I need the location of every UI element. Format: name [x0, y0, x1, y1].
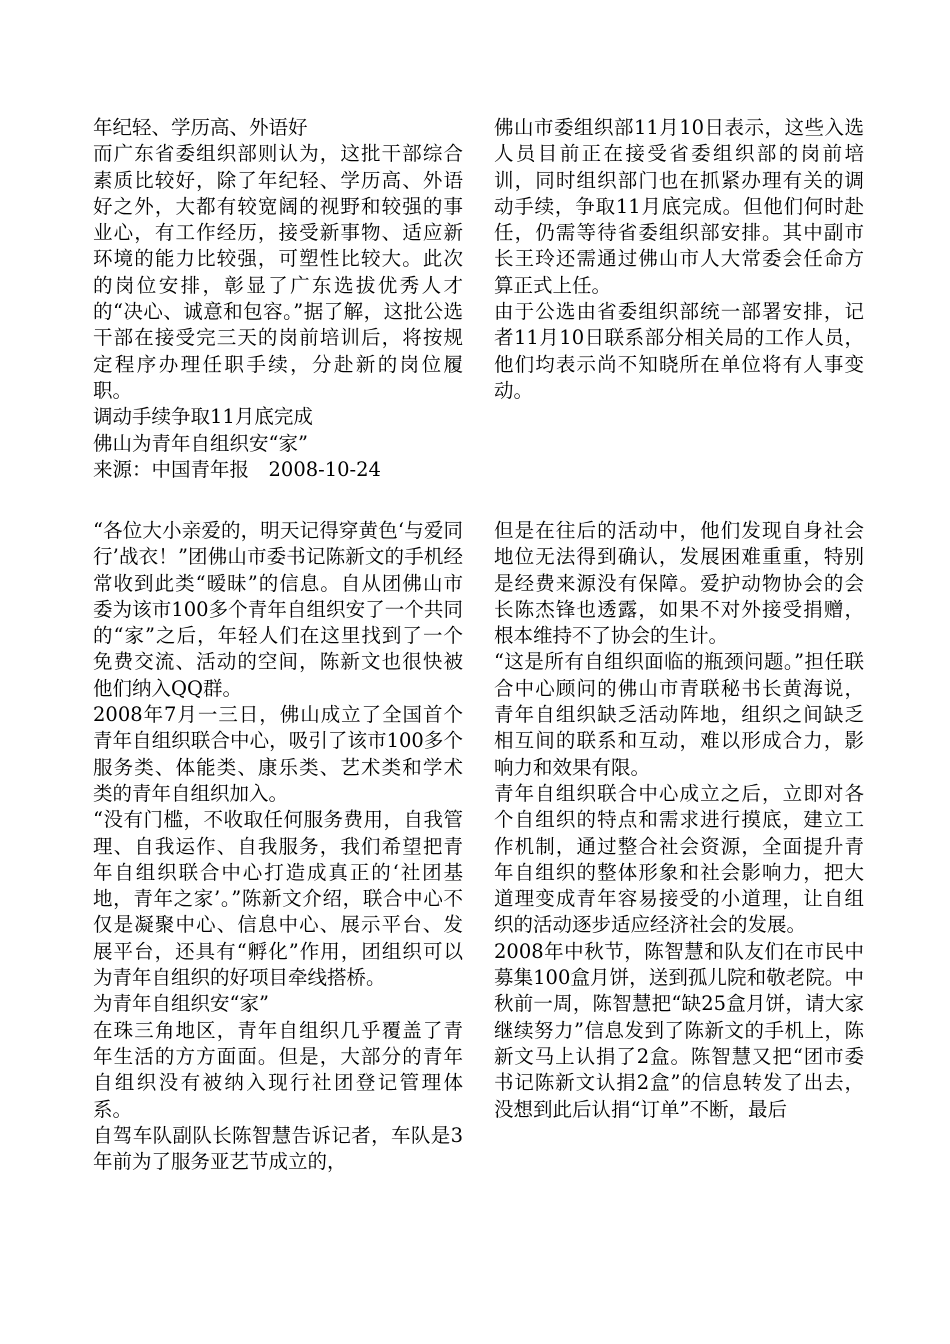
top-left-column: [93, 115, 463, 483]
paragraph: 由于公选由省委组织部统一部署安排，记者11月10日联系部分相关局的工作人员，他们均表示尚不知晓所在单位将有人事变动。: [494, 300, 864, 402]
paragraph: 2008年中秋节，陈智慧和队友们在市民中募集100盒月饼，送到孤儿院和敬老院。中秋前一周，陈智慧把“缺25盒月饼，请大家继续努力”信息发到了陈新文的手机上，陈新文马上认捐了2盒。陈智慧又把“团市委书记陈新文认捐2盒”的信息转发了出去，没想到此后认捐“订单”不断，最后: [494, 939, 864, 1121]
paragraph: “没有门槛，不收取任何服务费用，自我管理、自我运作、自我服务，我们希望把青年自组织联合中心打造成真正的‘社团基地，青年之家’。”陈新文介绍，联合中心不仅是凝聚中心、信息中心、展示平台、发展平台，还具有“孵化”作用，团组织可以为青年自组织的好项目牵线搭桥。: [93, 808, 463, 990]
paragraph: 佛山市委组织部11月10日表示，这些入选人员目前正在接受省委组织部的岗前培训，同时组织部门也在抓紧办理有关的调动手续，争取11月底完成。但他们何时赴任，仍需等待省委组织部安排。其中副市长王玲还需通过佛山市人大常委会任命方算正式上任。: [494, 116, 864, 297]
subheading-young-educated: 年纪轻、学历高、外语好: [93, 116, 308, 139]
paragraph: 2008年7月一三日，佛山成立了全国首个青年自组织联合中心，吸引了该市100多个服务类、体能类、康乐类、艺术类和学术类的青年自组织加入。: [93, 703, 463, 805]
source-line: 来源：中国青年报 2008-10-24: [93, 457, 381, 481]
paragraph: “这是所有自组织面临的瓶颈问题。”担任联合中心顾问的佛山市青联秘书长黄海说，青年自组织缺乏活动阵地，组织之间缺乏相互间的联系和互动，难以形成合力，影响力和效果有限。: [494, 650, 864, 779]
paragraph: “各位大小亲爱的，明天记得穿黄色‘与爱同行’战衣！”团佛山市委书记陈新文的手机经常收到此类“暧昧”的信息。自从团佛山市委为该市100多个青年自组织安了一个共同的“家”之后，年轻人们在这里找到了一个免费交流、活动的空间，陈新文也很快被他们纳入QQ群。: [93, 519, 463, 700]
paragraph: 青年自组织联合中心成立之后，立即对各个自组织的特点和需求进行摸底，建立工作机制，通过整合社会资源，全面提升青年自组织的整体形象和社会影响力，把大道理变成青年容易接受的小道理，让自组织的活动逐步适应经济社会的发展。: [494, 781, 864, 937]
paragraph: 但是在往后的活动中，他们发现自身社会地位无法得到确认，发展困难重重，特别是经费来源没有保障。爱护动物协会的会长陈杰锋也透露，如果不对外接受捐赠，根本维持不了协会的生计。: [494, 519, 864, 648]
paragraph: 而广东省委组织部则认为，这批干部综合素质比较好，除了年纪轻、学历高、外语好之外，大都有较宽阔的视野和较强的事业心，有工作经历，接受新事物、适应新环境的能力比较强，可塑性比较大。此次的岗位安排，彰显了广东选拔优秀人才的“决心、诚意和包容。”据了解，这批公选干部在接受完三天的岗前培训后，将按规定程序办理任职手续，分赴新的岗位履职。: [93, 142, 463, 402]
bottom-left-column: [93, 518, 463, 1175]
top-right-column: [494, 115, 864, 404]
headline-transfer-deadline: 调动手续争取11月底完成: [93, 405, 313, 429]
paragraph: 自驾车队副队长陈智慧告诉记者，车队是3年前为了服务亚艺节成立的，: [93, 1123, 463, 1174]
paragraph: 在珠三角地区，青年自组织几乎覆盖了青年生活的方方面面。但是，大部分的青年自组织没有被纳入现行社团登记管理体系。: [93, 1018, 463, 1121]
bottom-right-column: [494, 518, 864, 1123]
subheading-youth-home: 为青年自组织安“家”: [93, 992, 269, 1016]
headline-foshan-youth-home: 佛山为青年自组织安“家”: [93, 431, 308, 455]
